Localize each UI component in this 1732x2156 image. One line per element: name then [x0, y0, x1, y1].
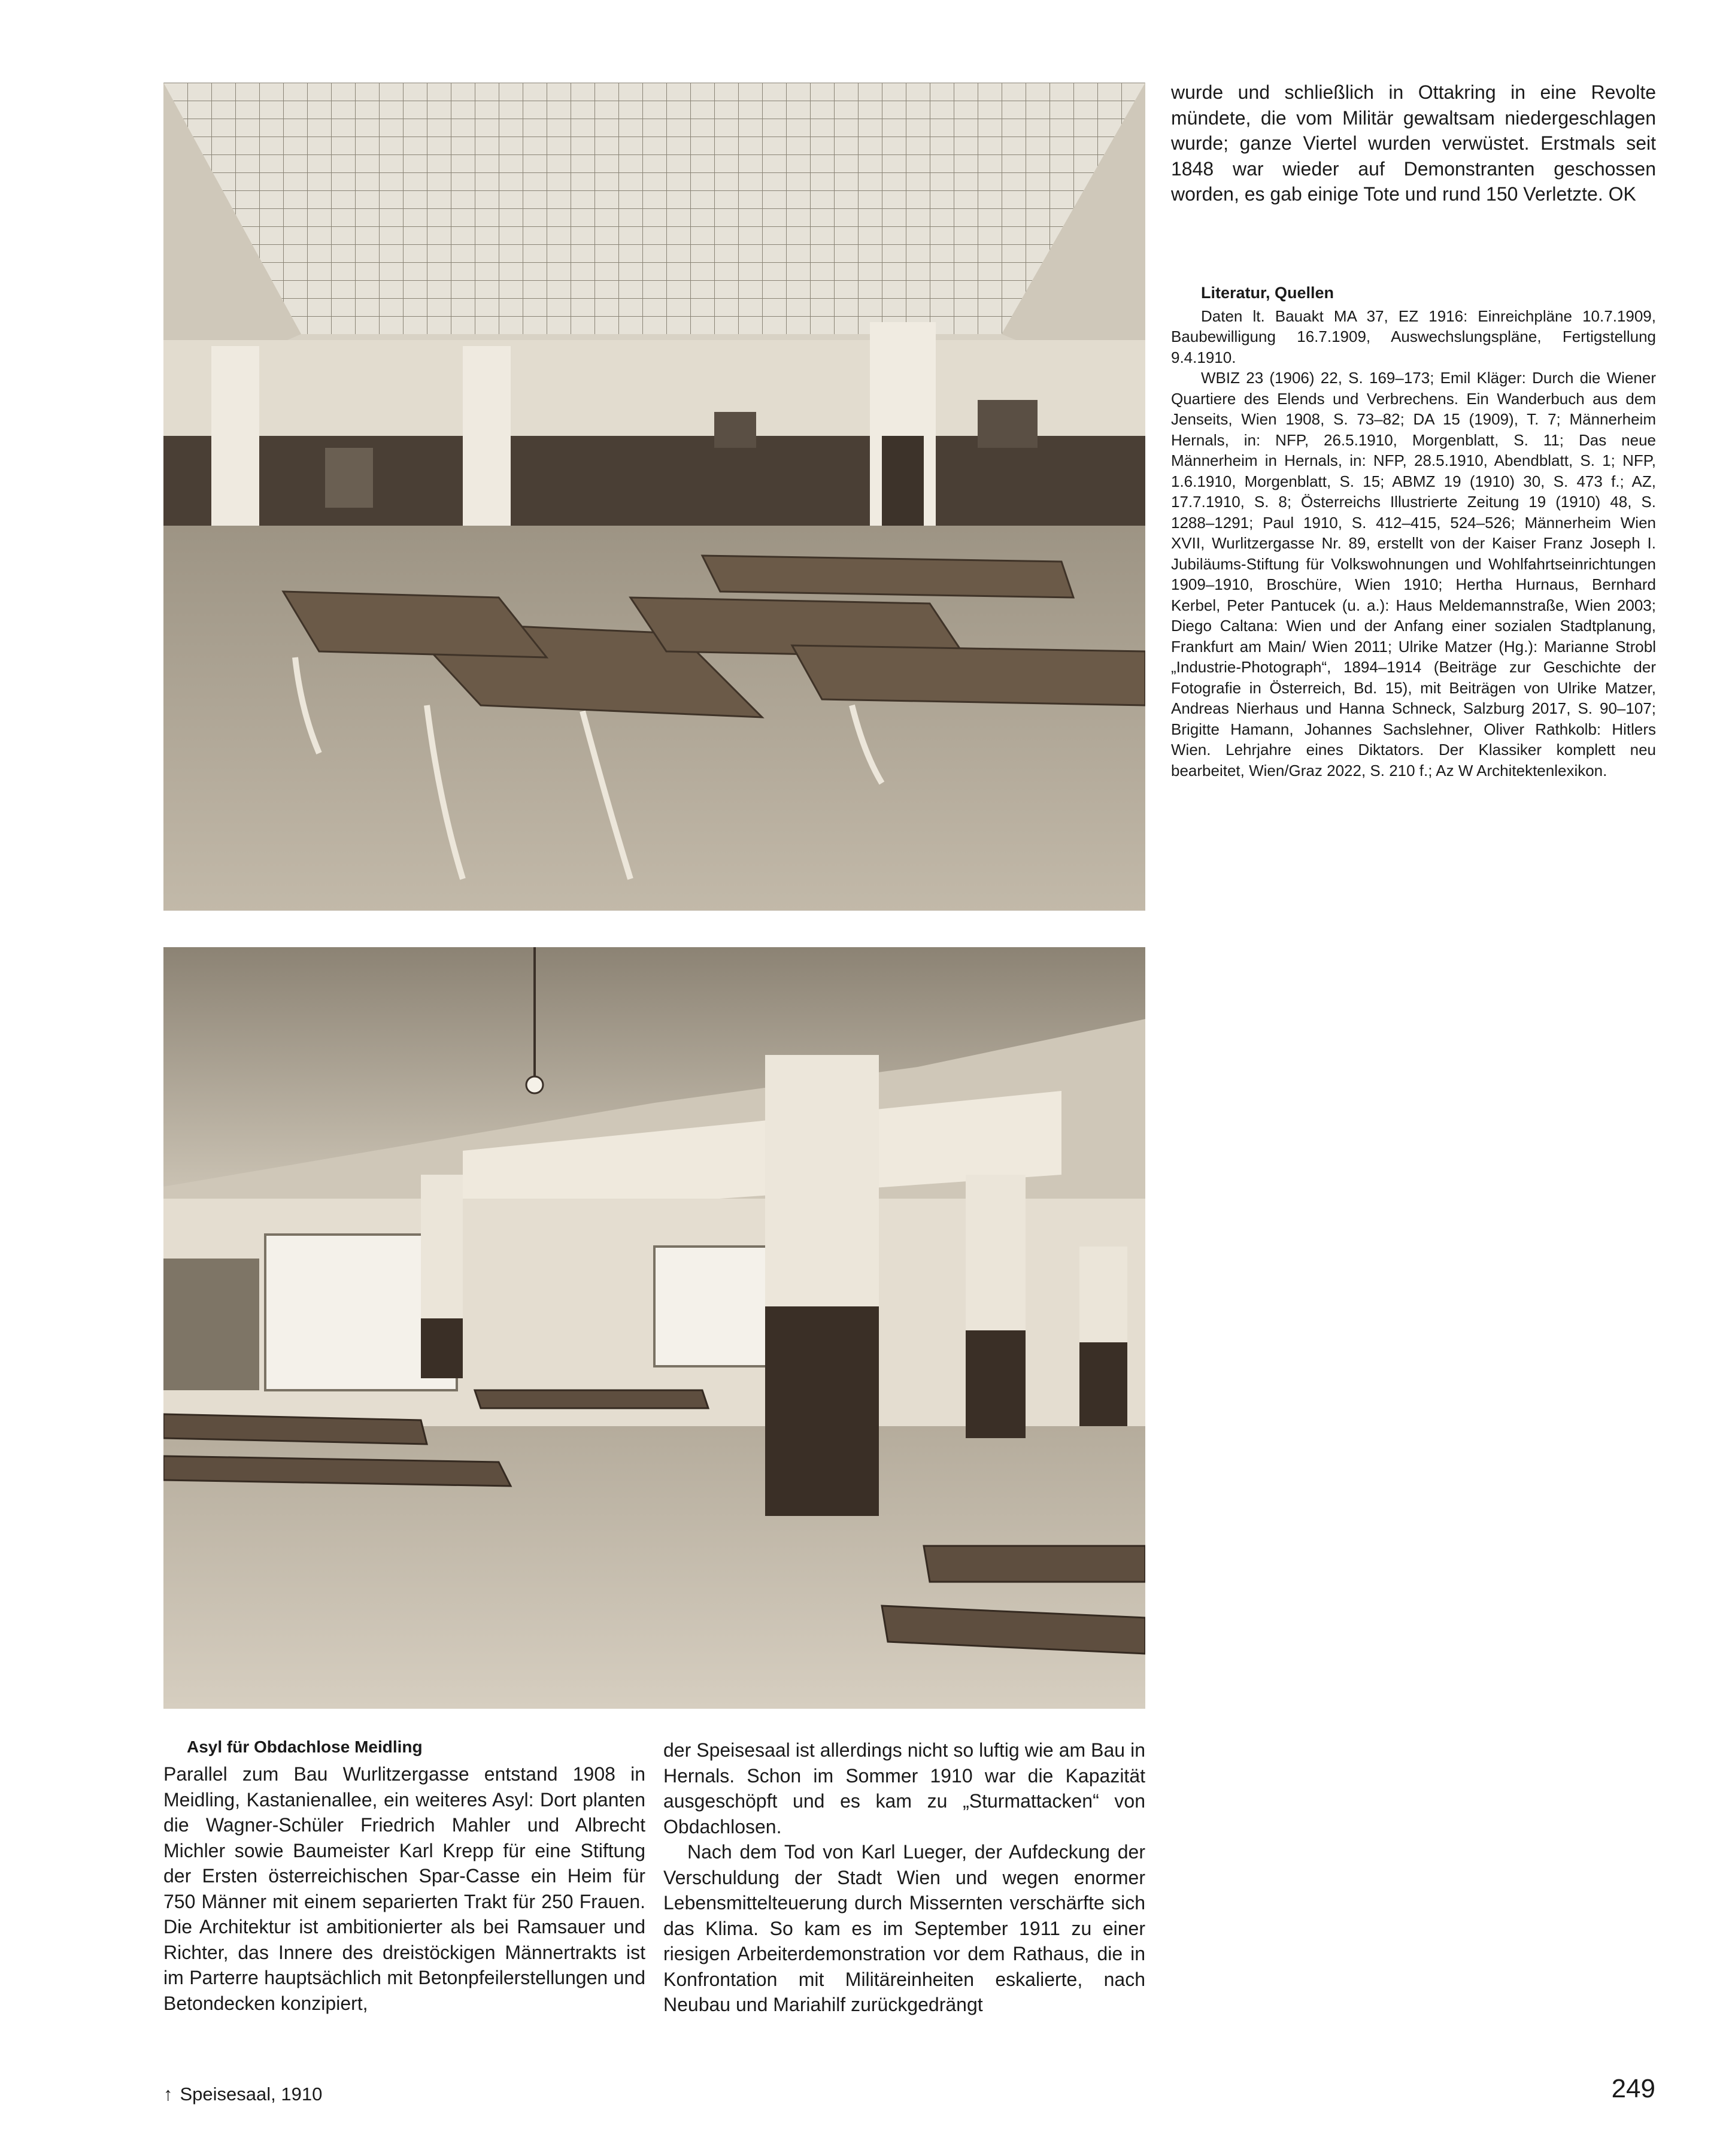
literature-paragraph: WBIZ 23 (1906) 22, S. 169–173; Emil Kläger: Durch die Wiener Quartiere des Elends und Verbrechens. Ein Wanderbuch aus dem Jenseits, Wien 1908, S. 73–82; DA 15 (1909), T. 7; Männerheim Hernals, in: NFP, 26.5.1910, Morgenblatt, S. 11; Das neue Männerheim in Hernals, in: NFP, 28.5.1910, Abendblatt, S. 1; NFP, 1.6.1910, Morgenblatt, S. 15; ABMZ 19 (1910) 30, S. 473 f.; AZ, 17.7.1910, S. 8; Österreichs Illustrierte Zeitung 19 (1910) 48, S. 1288–1291; Paul 1910, S. 412–415, 524–526; Männerheim Wien XVII, Wurlitzergasse Nr. 89, erstellt von der Kaiser Franz Joseph I. Jubiläums-Stiftung für Volkswohnungen und Wohlfahrtseinrichtungen 1909–1910, Broschüre, Wien 1910; Hertha Hurnaus, Bernhard Kerbel, Peter Pantucek (u. a.): Haus Meldemannstraße, Wien 2003; Diego Caltana: Wien und der Anfang einer sozialen Stadtplanung, Frankfurt am Main/ Wien 2011; Ulrike Matzer (Hg.): Marianne Strobl „Industrie-Photograph“, 1894–1914 (Beiträge zur Geschichte der Fotografie in Österreich, Bd. 15), mit Beiträgen von Ulrike Matzer, Andreas Nierhaus und Hanna Schneck, Salzburg 2017, S. 90–107; Brigitte Hamann, Johannes Sachslehner, Oliver Rathkolb: Hitlers Wien. Lehrjahre eines Diktators. Der Klassiker komplett neu bearbeitet, Wien/Graz 2022, S. 210 f.; Az W Architektenlexikon. [1171, 369, 1656, 780]
section-paragraph: Nach dem Tod von Karl Lueger, der Aufdeckung der Verschuldung der Stadt Wien und wegen enormer Lebensmittelteuerung durch Missernten verschärfte sich das Klima. So kam es im September 1911 zu einer riesigen Arbeiterdemonstration vor dem Rathaus, die in Konfrontation mit Militäreinheiten eskalierte, nach Neubau und Mariahilf zurückgedrängt [663, 1841, 1145, 2015]
literature-heading: Literatur, Quellen [1201, 284, 1334, 302]
caption-text: Speisesaal, 1910 [180, 2084, 323, 2105]
section-heading: Asyl für Obdachlose Meidling [187, 1737, 423, 1756]
photo-dining-hall-skylight [163, 83, 1145, 911]
literature-paragraph: Daten lt. Bauakt MA 37, EZ 1916: Einreichpläne 10.7.1909, Baubewilligung 16.7.1909, Auswechslungspläne, Fertigstellung 9.4.1910. [1171, 307, 1656, 366]
section-paragraph: der Speisesaal ist allerdings nicht so luftig wie am Bau in Hernals. Schon im Sommer 1910 war die Kapazität ausgeschöpft und es kam zu „Sturmattacken“ von Obdachlosen. [663, 1739, 1145, 1837]
body-paragraph: wurde und schließlich in Ottakring in eine Revolte mündete, die vom Militär gewaltsam niedergeschlagen wurde; ganze Viertel wurden verwüstet. Erstmals seit 1848 war wieder auf Demonstranten geschossen worden, es gab einige Tote und rund 150 Verletzte. OK [1171, 81, 1656, 205]
literature-sources [1171, 283, 1656, 781]
photo-dining-hall-pillars [163, 947, 1145, 1709]
arrow-up-icon: ↑ [163, 2084, 173, 2105]
section-right-column [663, 1737, 1145, 2018]
section-paragraph: Parallel zum Bau Wurlitzergasse entstand 1908 in Meidling, Kastanienallee, ein weiteres Asyl: Dort planten die Wagner-Schüler Friedrich Mahler und Albrecht Michler sowie Baumeister Karl Krepp für eine Stiftung der Ersten österreichischen Spar-Casse ein Heim für 750 Männer mit einem separierten Trakt für 250 Frauen. Die Architektur ist ambitionierter als bei Ramsauer und Richter, das Innere des dreistöckigen Männertrakts ist im Parterre hauptsächlich mit Betonpfeilerstellungen und Betondecken konzipiert, [163, 1763, 645, 2014]
photo-dining-hall-skylight-image [163, 83, 1145, 911]
page-number: 249 [1611, 2074, 1655, 2103]
photo-dining-hall-pillars-image [163, 947, 1145, 1709]
body-text-continued [1171, 80, 1656, 207]
section-left-column [163, 1761, 645, 2016]
photo-caption [163, 2084, 322, 2105]
